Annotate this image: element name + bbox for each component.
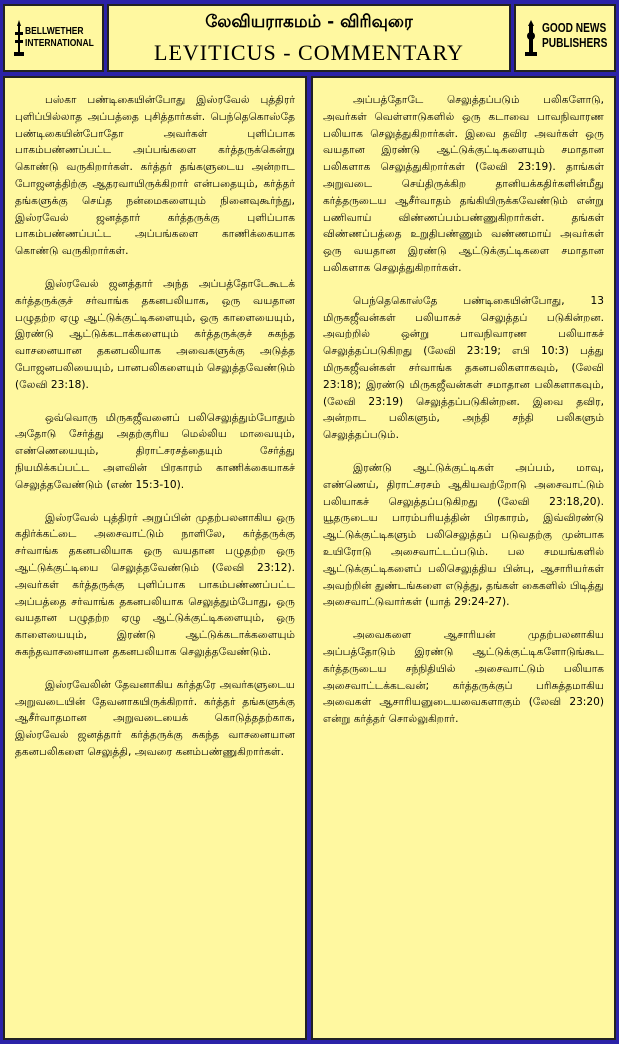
right-paragraph: இரண்டு ஆட்டுக்குட்டிகள் அப்பம், மாவு, எண்ணெய், திராட்சரசம் ஆகியவற்றோடு அசைவாட்டும் பலியாகச் செலுத்தப்படுகிறது (லேவி 23:18,20). யூதருடைய பாரம்பரியத்தின் பிரகாரம், இவ்விரண்டு ஆட்டுக்குட்டிகளும் பலிசெலுத்தப் படுவதற்கு முன்பாக உயிரோடு அசைவாட்டப்படும். பல சமயங்களில் ஆட்டுக்குட்டிகளைப் பலிசெலுத்திய பின்பு, ஆசாரியர்கள் அவற்றின் துண்டங்களை எடுத்து, தங்கள் கைகளில் பிடித்து அசைவாட்டுவார்கள் (யாத் 29:24-27).	[323, 461, 604, 609]
left-column	[3, 76, 307, 1040]
left-paragraph: ஒவ்வொரு மிருகஜீவனைப் பலிசெலுத்தும்போதும் அதோடு சேர்த்து அதற்குரிய மெல்லிய மாவையும், எண்ணெயையும், திராட்சரசத்தையும் சேர்த்து நியமிக்கப்பட்ட அளவின் பிரகாரம் காணிக்கையாகச் செலுத்தவேண்டும் (எண் 15:3-10).	[15, 411, 295, 491]
right-paragraph: அவைகளை ஆசாரியன் முதற்பலனாகிய அப்பத்தோடும் இரண்டு ஆட்டுக்குட்டிகளோடுங்கூட கர்த்தருடைய சந்நிதியில் அசைவாட்டும் பலியாக அசைவாட்டக்கடவன்; கர்த்தருக்குப் பரிசுத்தமாகிய அவைகள் ஆசாரியனுடையவைகளாகும் (லேவி 23:20) என்று கர்த்தர் சொல்லுகிறார்.	[323, 629, 604, 726]
good-news-logo	[514, 4, 616, 72]
right-paragraph: அப்பத்தோடே செலுத்தப்படும் பலிகளோடு, அவர்கள் வெள்ளாடுகளில் ஒரு கடாவை பாவநிவாரண பலியாக செலுத்துகிறார்கள். இவை தவிர அவர்கள் ஒரு வயதான இரண்டு ஆட்டுக்குட்டிகளையும் சமாதான பலிகளாக செலுத்துகிறார்கள் (லேவி 23:19). தாங்கள் அறுவடை செய்திருக்கிற தானியக்கதிர்களின்மீது கர்த்தருடைய ஆசீர்வாதம் தங்கியிருக்கவேண்டும் என்று பணிவாய் விண்ணப்பம்பண்ணுகிறார்கள். தங்கள் விண்ணப்பத்தை உறுதிபண்ணும் வண்ணமாய் அவர்கள் ஒரு வயதான இரண்டு ஆட்டுக்குட்டிகளை சமாதான பலிகளாக செலுத்துகிறார்கள்.	[323, 94, 604, 274]
bellwether-logo-text: BELLWETHER INTERNATIONAL	[25, 26, 94, 49]
bellwether-logo	[3, 4, 104, 72]
right-column	[311, 76, 616, 1040]
good-news-logo-text: GOOD NEWS PUBLISHERS	[542, 20, 608, 50]
page-title-tamil: லேவியராகமம் - விரிவுரை	[205, 12, 413, 32]
left-paragraph: பஸ்கா பண்டிகையின்போது இஸ்ரவேல் புத்திரர் புளிப்பில்லாத அப்பத்தை புசித்தார்கள். பெந்தெகொஸ்தே பண்டிகையின்போதோ அவர்கள் புளிப்பாக பாகம்பண்ணப்பட்ட அப்பங்களை கர்த்தருக்கென்று கொண்டு வருகிறார்கள். கர்த்தர் தங்களுடைய அன்றாட போஜனத்திற்கு ஆதரவாயிருக்கிறார் என்பதையும், கர்த்தர் தங்களுக்கு செய்த நன்மைகளையும் நினைவுகூர்ந்து, இஸ்ரவேல் ஜனத்தார் கர்த்தருக்கு புளிப்பாக பாகம்பண்ணப்பட்ட அப்பங்களை காணிக்கையாக கொண்டு வருகிறார்கள்.	[15, 94, 295, 258]
page-header	[0, 0, 619, 76]
title-banner	[107, 4, 511, 72]
left-paragraph: இஸ்ரவேல் ஜனத்தார் அந்த அப்பத்தோடேகூடக் கர்த்தருக்குச் சர்வாங்க தகனபலியாக, ஒரு வயதான பழுதற்ற ஏழு ஆட்டுக்குட்டிகளையும், ஒரு காளையையும், இரண்டு ஆட்டுக்கடாக்களையும் கர்த்தருக்குச் சுகந்த வாசனையான தகனபலியாக அவைகளுக்கு அடுத்த போஜனபலியையும், பானபலிகளையும் செலுத்தவேண்டும் (லேவி 23:18).	[15, 277, 295, 391]
left-paragraph: இஸ்ரவேல் புத்திரர் அறுப்பின் முதற்பலனாகிய ஒரு கதிர்க்கட்டை அசைவாட்டும் நாளிலே, கர்த்தருக்கு சர்வாங்க தகனபலியாக ஒரு வயதான பழுதற்ற ஒரு ஆட்டுக்குட்டியை செலுத்தவேண்டும் (லேவி 23:12). அவர்கள் கர்த்தருக்கு புளிப்பாக பாகம்பண்ணப்பட்ட அப்பத்தை சர்வாங்க தகனபலியாக செலுத்தும்போது, ஒரு வயதான பழுதற்ற ஏழு ஆட்டுக்குட்டிகளையும், ஒரு காளையையும், இரண்டு ஆட்டுக்கடாக்களையும் சுகந்தவாசனையான தகனபலியாக செலுத்தவேண்டும்.	[15, 511, 295, 658]
page-title-english: LEVITICUS - COMMENTARY	[154, 40, 464, 65]
left-paragraph: இஸ்ரவேலின் தேவனாகிய கர்த்தரே அவர்களுடைய அறுவடையின் தேவனாகயிருக்கிறார். கர்த்தர் தங்களுக்கு ஆசீர்வாதமான அறுவடையைக் கொடுத்ததற்காக, இஸ்ரவேல் ஜனத்தார் கர்த்தருக்கு சுகந்த வாசனையான தகனபலிகளை செலுத்தி, அவரை கனம்பண்ணுகிறார்கள்.	[15, 678, 295, 758]
good-news-icon	[520, 18, 542, 58]
right-paragraph: பெந்தெகொஸ்தே பண்டிகையின்போது, 13 மிருகஜீவன்கள் பலியாகச் செலுத்தப் படுகின்றன. அவற்றில் ஒன்று பாவநிவாரண பலியாகச் செலுத்தப்படுகிறது (லேவி 23:19; எபி 10:3) பத்து மிருகஜீவன்கள் சர்வாங்க தகனபலிகளாகவும், (லேவி 23:18); இரண்டு மிருகஜீவன்கள் சமாதான பலிகளாகவும், (லேவி 23:19) செலுத்தப்படுகின்றன. இவை தவிர, அன்றாட பலிகளும், அந்தி சந்தி பலிகளும் செலுத்தப்படும்.	[323, 294, 604, 442]
